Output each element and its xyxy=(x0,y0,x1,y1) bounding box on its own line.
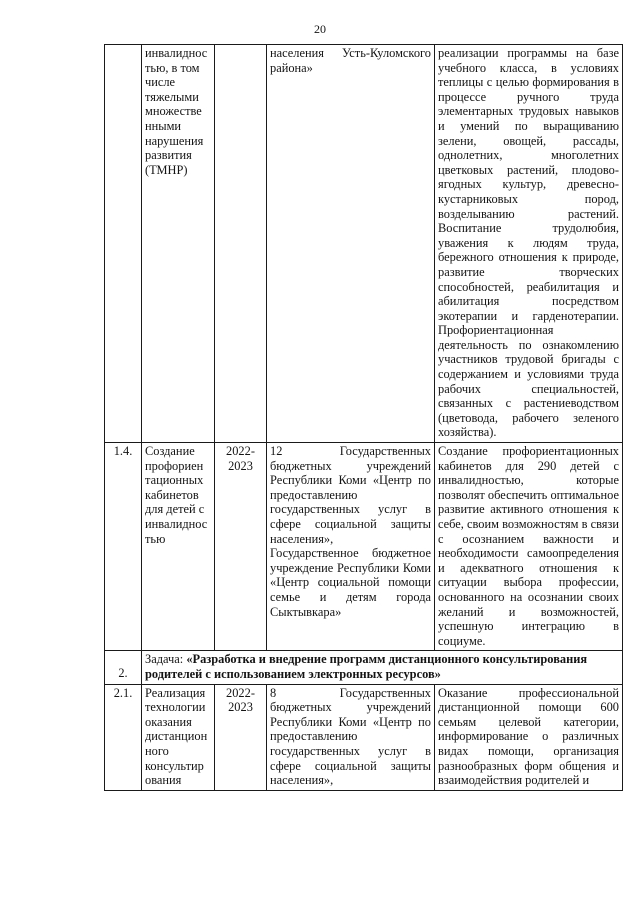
activity-line: тационных xyxy=(145,473,204,488)
activity-line: инвалиднос xyxy=(145,46,208,60)
activity-line: множестве xyxy=(145,104,202,119)
activity-line: ования xyxy=(145,773,182,788)
activity-line: технологии xyxy=(145,700,206,715)
activity-line: дистанцион xyxy=(145,729,208,744)
executor-main: 12 Государственных бюджетных учреждений Республики Коми «Центр по предоставлению государственных услуг в сфере социальной защиты населения», xyxy=(270,444,431,546)
activity-line: консультир xyxy=(145,758,204,773)
result-cell: Создание профориентационных кабинетов для 290 детей с инвалидностью, которые позволят обеспечить оптимальное развитие активного отношения к себе, своим возможностям в связи с осознанием важности и необходимости самоопределения и адекватного отношения к ситуации выбора профессии, основанного на осознании своих желаний и возможностей, успешную интеграцию в социуме. xyxy=(435,443,623,651)
activity-cell xyxy=(142,684,215,790)
activity-line: профориен xyxy=(145,458,204,473)
task-cell xyxy=(142,651,623,684)
activity-line: тяжелыми xyxy=(145,89,199,104)
table-row-task-2 xyxy=(105,651,623,684)
activity-line: для детей с xyxy=(145,502,205,517)
period-cell: 2022-2023 xyxy=(215,443,267,651)
activity-cell xyxy=(142,45,215,443)
activity-line: Создание xyxy=(145,444,195,459)
page-number: 20 xyxy=(314,22,326,36)
activity-line: тью xyxy=(145,531,166,546)
activity-cell xyxy=(142,443,215,651)
result-cell: реализации программы на базе учебного класса, в условиях теплицы с целью формирования в процессе ручного труда элементарных трудовых навыков и умений по выращиванию зелени, овощей, рассады, однолетних, многолетних цветковых растений, плодово-ягодных культур, древесно-кустарниковых пород, возделыванию растений. Воспитание трудолюбия, уважения к людям труда, бережного отношения к природе, развитие творческих способностей, реабилитация и абилитация посредством экотерапии и гарденотерапии. Профориентационная деятельность по ознакомлению участников трудовой бригады с содержанием и условиями труда рабочих специальностей, связанных с растениеводством (цветовода, рабочего зеленого хозяйства). xyxy=(435,45,623,443)
activity-line: развития xyxy=(145,148,192,163)
row-number-cell: 2.1. xyxy=(105,684,142,790)
executor-cell xyxy=(267,443,435,651)
activity-line: Реализация xyxy=(145,685,206,700)
activity-line: оказания xyxy=(145,714,192,729)
activity-line: кабинетов xyxy=(145,487,199,502)
period-cell xyxy=(215,45,267,443)
executor-cell: 8 Государственных бюджетных учреждений Республики Коми «Центр по предоставлению государственных услуг в сфере социальной защиты населения», xyxy=(267,684,435,790)
table-row-continuation xyxy=(105,45,623,443)
task-title: «Разработка и внедрение программ дистанционного консультирования родителей с использованием электронных ресурсов» xyxy=(145,652,588,681)
activity-line: числе xyxy=(145,75,176,90)
activity-line: инвалиднос xyxy=(145,517,208,531)
program-activities-table xyxy=(104,44,623,791)
activity-line: ного xyxy=(145,743,169,758)
activity-line: тью, в том xyxy=(145,60,200,75)
row-number-cell: 1.4. xyxy=(105,443,142,651)
table-row-2-1 xyxy=(105,684,623,790)
table-row-1-4 xyxy=(105,443,623,651)
executor-extra: Государственное бюджетное учреждение Республики Коми «Центр социальной помощи семье и детям города Сыктывкара» xyxy=(270,546,431,619)
activity-line: (ТМНР) xyxy=(145,162,188,177)
row-number-cell: 2. xyxy=(105,651,142,684)
period-cell: 2022-2023 xyxy=(215,684,267,790)
activity-line: нарушения xyxy=(145,133,204,148)
row-number-cell xyxy=(105,45,142,443)
result-cell: Оказание профессиональной дистанционной помощи 600 семьям целевой категории, информирование о различных видах помощи, организация разнообразных форм общения и взаимодействия родителей и xyxy=(435,684,623,790)
executor-cell: населения Усть-Куломского района» xyxy=(267,45,435,443)
activity-line: нными xyxy=(145,118,182,133)
task-label: Задача: xyxy=(145,652,184,667)
